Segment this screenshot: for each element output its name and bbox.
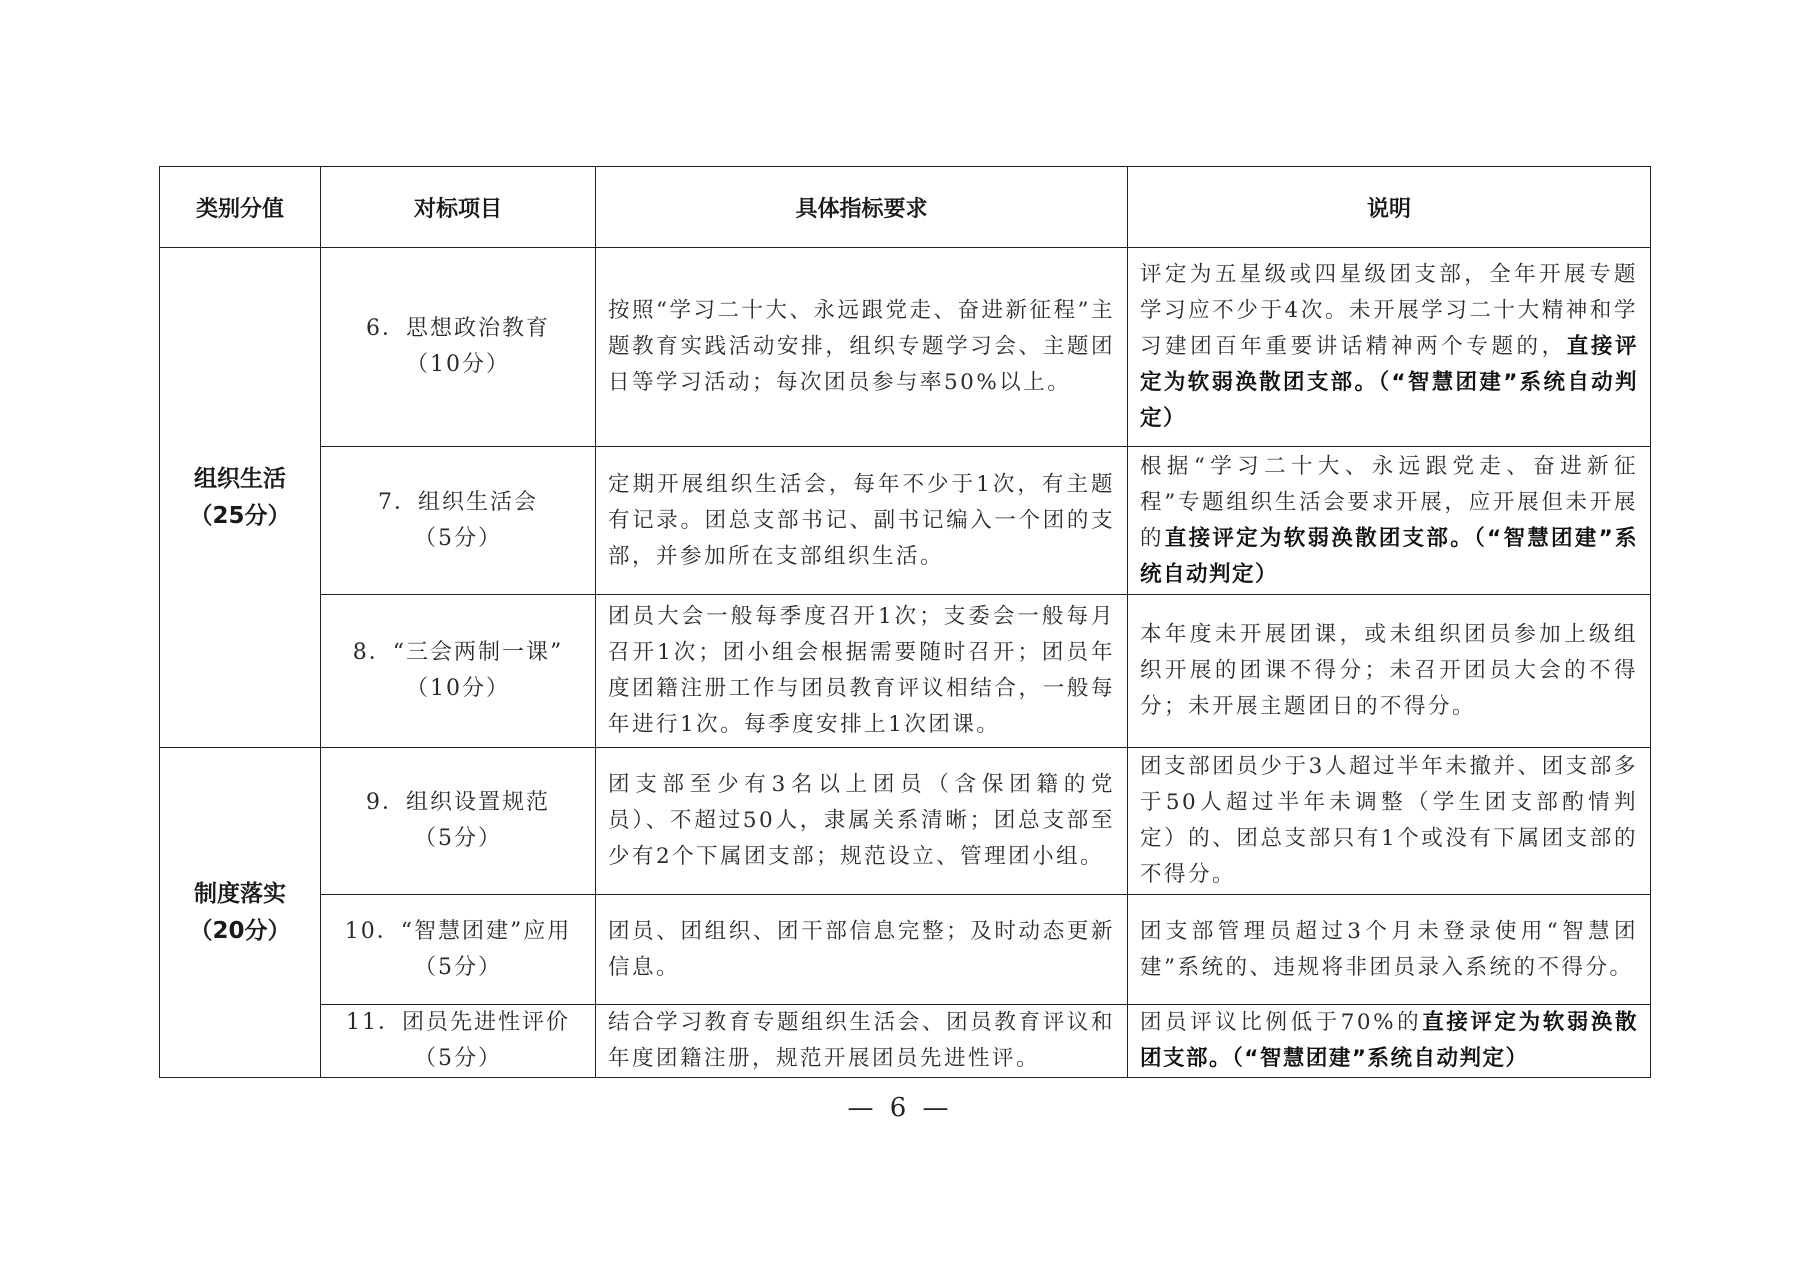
evaluation-table bbox=[159, 166, 1651, 1078]
item-score: （10分） bbox=[406, 676, 510, 701]
note-cell bbox=[1128, 1005, 1651, 1078]
note-cell bbox=[1128, 748, 1651, 895]
header-note: 说明 bbox=[1128, 167, 1651, 248]
table-row bbox=[160, 748, 1651, 895]
item-score: （5分） bbox=[414, 826, 502, 851]
item-name: 11．团员先进性评价 bbox=[346, 1010, 570, 1035]
header-category: 类别分值 bbox=[160, 167, 321, 248]
note-cell bbox=[1128, 895, 1651, 1005]
category-cell bbox=[160, 248, 321, 748]
table-row bbox=[160, 248, 1651, 447]
note-emphasis: 直接评定为软弱涣散团支部。（“智慧团建”系统自动判定） bbox=[1140, 1010, 1638, 1071]
note-text: 团支部管理员超过3个月未登录使用“智慧团建”系统的、违规将非团员录入系统的不得分。 bbox=[1140, 918, 1638, 980]
table-header-row bbox=[160, 167, 1651, 248]
item-score: （5分） bbox=[414, 1046, 502, 1071]
table-row bbox=[160, 447, 1651, 595]
item-cell bbox=[321, 1005, 596, 1078]
table-row bbox=[160, 895, 1651, 1005]
note-cell bbox=[1128, 595, 1651, 748]
note-text: 根据“学习二十大、永远跟党走、奋进新征程”专题组织生活会要求开展，应开展但未开展的 bbox=[1140, 453, 1638, 551]
requirement-cell: 团支部至少有3名以上团员（含保团籍的党员）、不超过50人，隶属关系清晰；团总支部至少有2个下属团支部；规范设立、管理团小组。 bbox=[596, 748, 1128, 895]
item-cell bbox=[321, 447, 596, 595]
note-cell bbox=[1128, 447, 1651, 595]
category-name: 组织生活 bbox=[194, 465, 286, 492]
item-cell bbox=[321, 895, 596, 1005]
item-name: 9．组织设置规范 bbox=[366, 790, 550, 815]
requirement-cell: 按照“学习二十大、永远跟党走、奋进新征程”主题教育实践活动安排，组织专题学习会、主题团日等学习活动；每次团员参与率50%以上。 bbox=[596, 248, 1128, 447]
note-emphasis: 直接评定为软弱涣散团支部。（“智慧团建”系统自动判定） bbox=[1140, 525, 1638, 587]
note-text: 评定为五星级或四星级团支部，全年开展专题学习应不少于4次。未开展学习二十大精神和学习建团百年重要讲话精神两个专题的， bbox=[1140, 262, 1638, 359]
item-cell bbox=[321, 595, 596, 748]
item-name: 6．思想政治教育 bbox=[366, 316, 550, 341]
table-row bbox=[160, 595, 1651, 748]
note-emphasis: 直接评定为软弱涣散团支部。（“智慧团建”系统自动判定） bbox=[1140, 334, 1638, 431]
item-name: 8．“三会两制一课” bbox=[352, 640, 564, 665]
requirement-cell: 团员、团组织、团干部信息完整；及时动态更新信息。 bbox=[596, 895, 1128, 1005]
category-name: 制度落实 bbox=[194, 880, 286, 907]
table-row bbox=[160, 1005, 1651, 1078]
category-cell bbox=[160, 748, 321, 1078]
category-score: （20分） bbox=[189, 917, 291, 944]
note-cell bbox=[1128, 248, 1651, 447]
item-name: 7．组织生活会 bbox=[378, 489, 538, 515]
note-text: 本年度未开展团课，或未组织团员参加上级组织开展的团课不得分；未召开团员大会的不得分；未开展主题团日的不得分。 bbox=[1140, 622, 1638, 719]
requirement-cell: 定期开展组织生活会，每年不少于1次，有主题有记录。团总支部书记、副书记编入一个团的支部，并参加所在支部组织生活。 bbox=[596, 447, 1128, 595]
note-text: 团员评议比例低于70%的 bbox=[1140, 1010, 1423, 1035]
requirement-cell: 结合学习教育专题组织生活会、团员教育评议和年度团籍注册，规范开展团员先进性评。 bbox=[596, 1005, 1128, 1078]
requirement-cell: 团员大会一般每季度召开1次；支委会一般每月召开1次；团小组会根据需要随时召开；团员年度团籍注册工作与团员教育评议相结合，一般每年进行1次。每季度安排上1次团课。 bbox=[596, 595, 1128, 748]
item-cell bbox=[321, 248, 596, 447]
item-score: （5分） bbox=[414, 954, 502, 980]
header-item: 对标项目 bbox=[321, 167, 596, 248]
item-cell bbox=[321, 748, 596, 895]
item-score: （5分） bbox=[414, 525, 502, 551]
category-score: （25分） bbox=[189, 502, 291, 529]
note-text: 团支部团员少于3人超过半年未撤并、团支部多于50人超过半年未调整（学生团支部酌情判定）的、团总支部只有1个或没有下属团支部的不得分。 bbox=[1140, 754, 1638, 887]
header-requirement: 具体指标要求 bbox=[596, 167, 1128, 248]
item-score: （10分） bbox=[406, 352, 510, 377]
page-number: — 6 — bbox=[847, 1093, 953, 1123]
item-name: 10．“智慧团建”应用 bbox=[344, 918, 572, 944]
